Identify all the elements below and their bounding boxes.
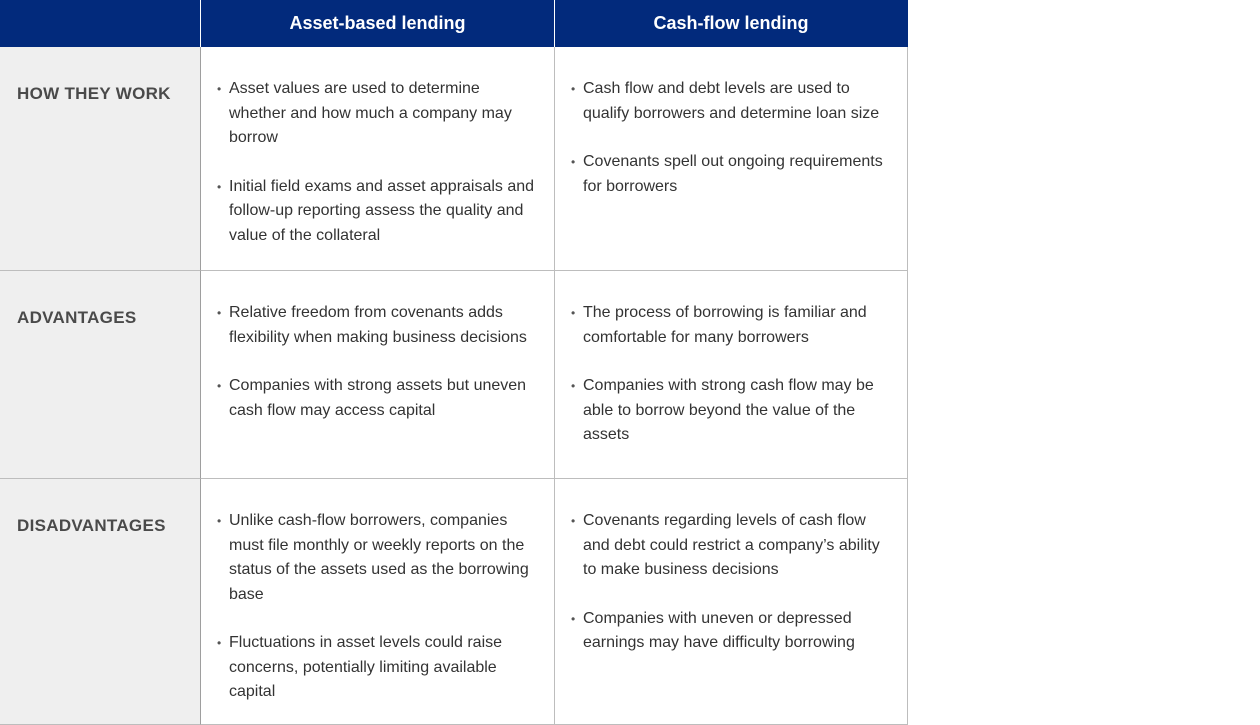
- bullet-icon: •: [217, 179, 222, 194]
- list-item-text: Relative freedom from covenants adds flexibility when making business decisions: [229, 304, 527, 346]
- bullet-icon: •: [571, 611, 576, 626]
- bullet-list: [217, 301, 538, 423]
- list-item-text: Unlike cash-flow borrowers, companies must file monthly or weekly reports on the status of the assets used as the borrowing base: [229, 512, 529, 603]
- list-item-text: Cash flow and debt levels are used to qualify borrowers and determine loan size: [583, 80, 880, 122]
- row-label-disadvantages: DISADVANTAGES: [0, 479, 201, 725]
- list-item-text: Covenants spell out ongoing requirements for borrowers: [583, 153, 883, 195]
- bullet-icon: •: [571, 155, 576, 169]
- cell-advantages-cash-flow: [555, 271, 908, 479]
- bullet-list: [217, 509, 538, 705]
- bullet-list: [571, 77, 891, 199]
- list-item: [217, 374, 538, 423]
- cell-how-they-work-cash-flow: [555, 47, 908, 271]
- bullet-icon: •: [571, 379, 576, 393]
- list-item-text: Fluctuations in asset levels could raise concerns, potentially limiting available capital: [229, 634, 503, 700]
- list-item-text: Asset values are used to determine whether and how much a company may borrow: [229, 80, 512, 146]
- list-item-text: Companies with uneven or depressed earnings may have difficulty borrowing: [583, 609, 855, 651]
- bullet-icon: •: [217, 636, 222, 650]
- list-item-text: Initial field exams and asset appraisals and follow-up reporting assess the quality and value of the collateral: [229, 177, 535, 244]
- list-item: [571, 509, 891, 583]
- list-item-text: Companies with strong assets but uneven cash flow may access capital: [229, 377, 527, 419]
- bullet-icon: •: [571, 82, 576, 96]
- bullet-list: [217, 77, 538, 248]
- list-item: [571, 301, 891, 350]
- list-item-text: Companies with strong cash flow may be able to borrow beyond the value of the assets: [583, 377, 874, 443]
- bullet-icon: •: [571, 514, 576, 528]
- row-label-advantages: ADVANTAGES: [0, 271, 201, 479]
- list-item: [217, 301, 538, 350]
- column-header-asset-based: Asset-based lending: [201, 0, 555, 47]
- list-item-text: The process of borrowing is familiar and comfortable for many borrowers: [583, 304, 867, 346]
- list-item: [571, 374, 891, 448]
- header-corner-cell: [0, 0, 201, 47]
- cell-advantages-asset-based: [201, 271, 555, 479]
- cell-disadvantages-cash-flow: [555, 479, 908, 725]
- list-item: [217, 175, 538, 249]
- column-header-cash-flow: Cash-flow lending: [555, 0, 908, 47]
- bullet-icon: •: [217, 306, 222, 320]
- list-item: [217, 631, 538, 705]
- cell-how-they-work-asset-based: [201, 47, 555, 271]
- bullet-icon: •: [217, 82, 222, 96]
- bullet-list: [571, 301, 891, 448]
- bullet-icon: •: [217, 379, 222, 393]
- list-item: [571, 77, 891, 126]
- list-item: [571, 150, 891, 199]
- list-item-text: Covenants regarding levels of cash flow and debt could restrict a company’s ability to make business decisions: [583, 512, 880, 578]
- list-item: [571, 607, 891, 656]
- list-item: [217, 509, 538, 607]
- cell-disadvantages-asset-based: [201, 479, 555, 725]
- bullet-icon: •: [217, 514, 222, 528]
- bullet-icon: •: [571, 306, 576, 320]
- row-label-how-they-work: HOW THEY WORK: [0, 47, 201, 271]
- list-item: [217, 77, 538, 151]
- bullet-list: [571, 509, 891, 656]
